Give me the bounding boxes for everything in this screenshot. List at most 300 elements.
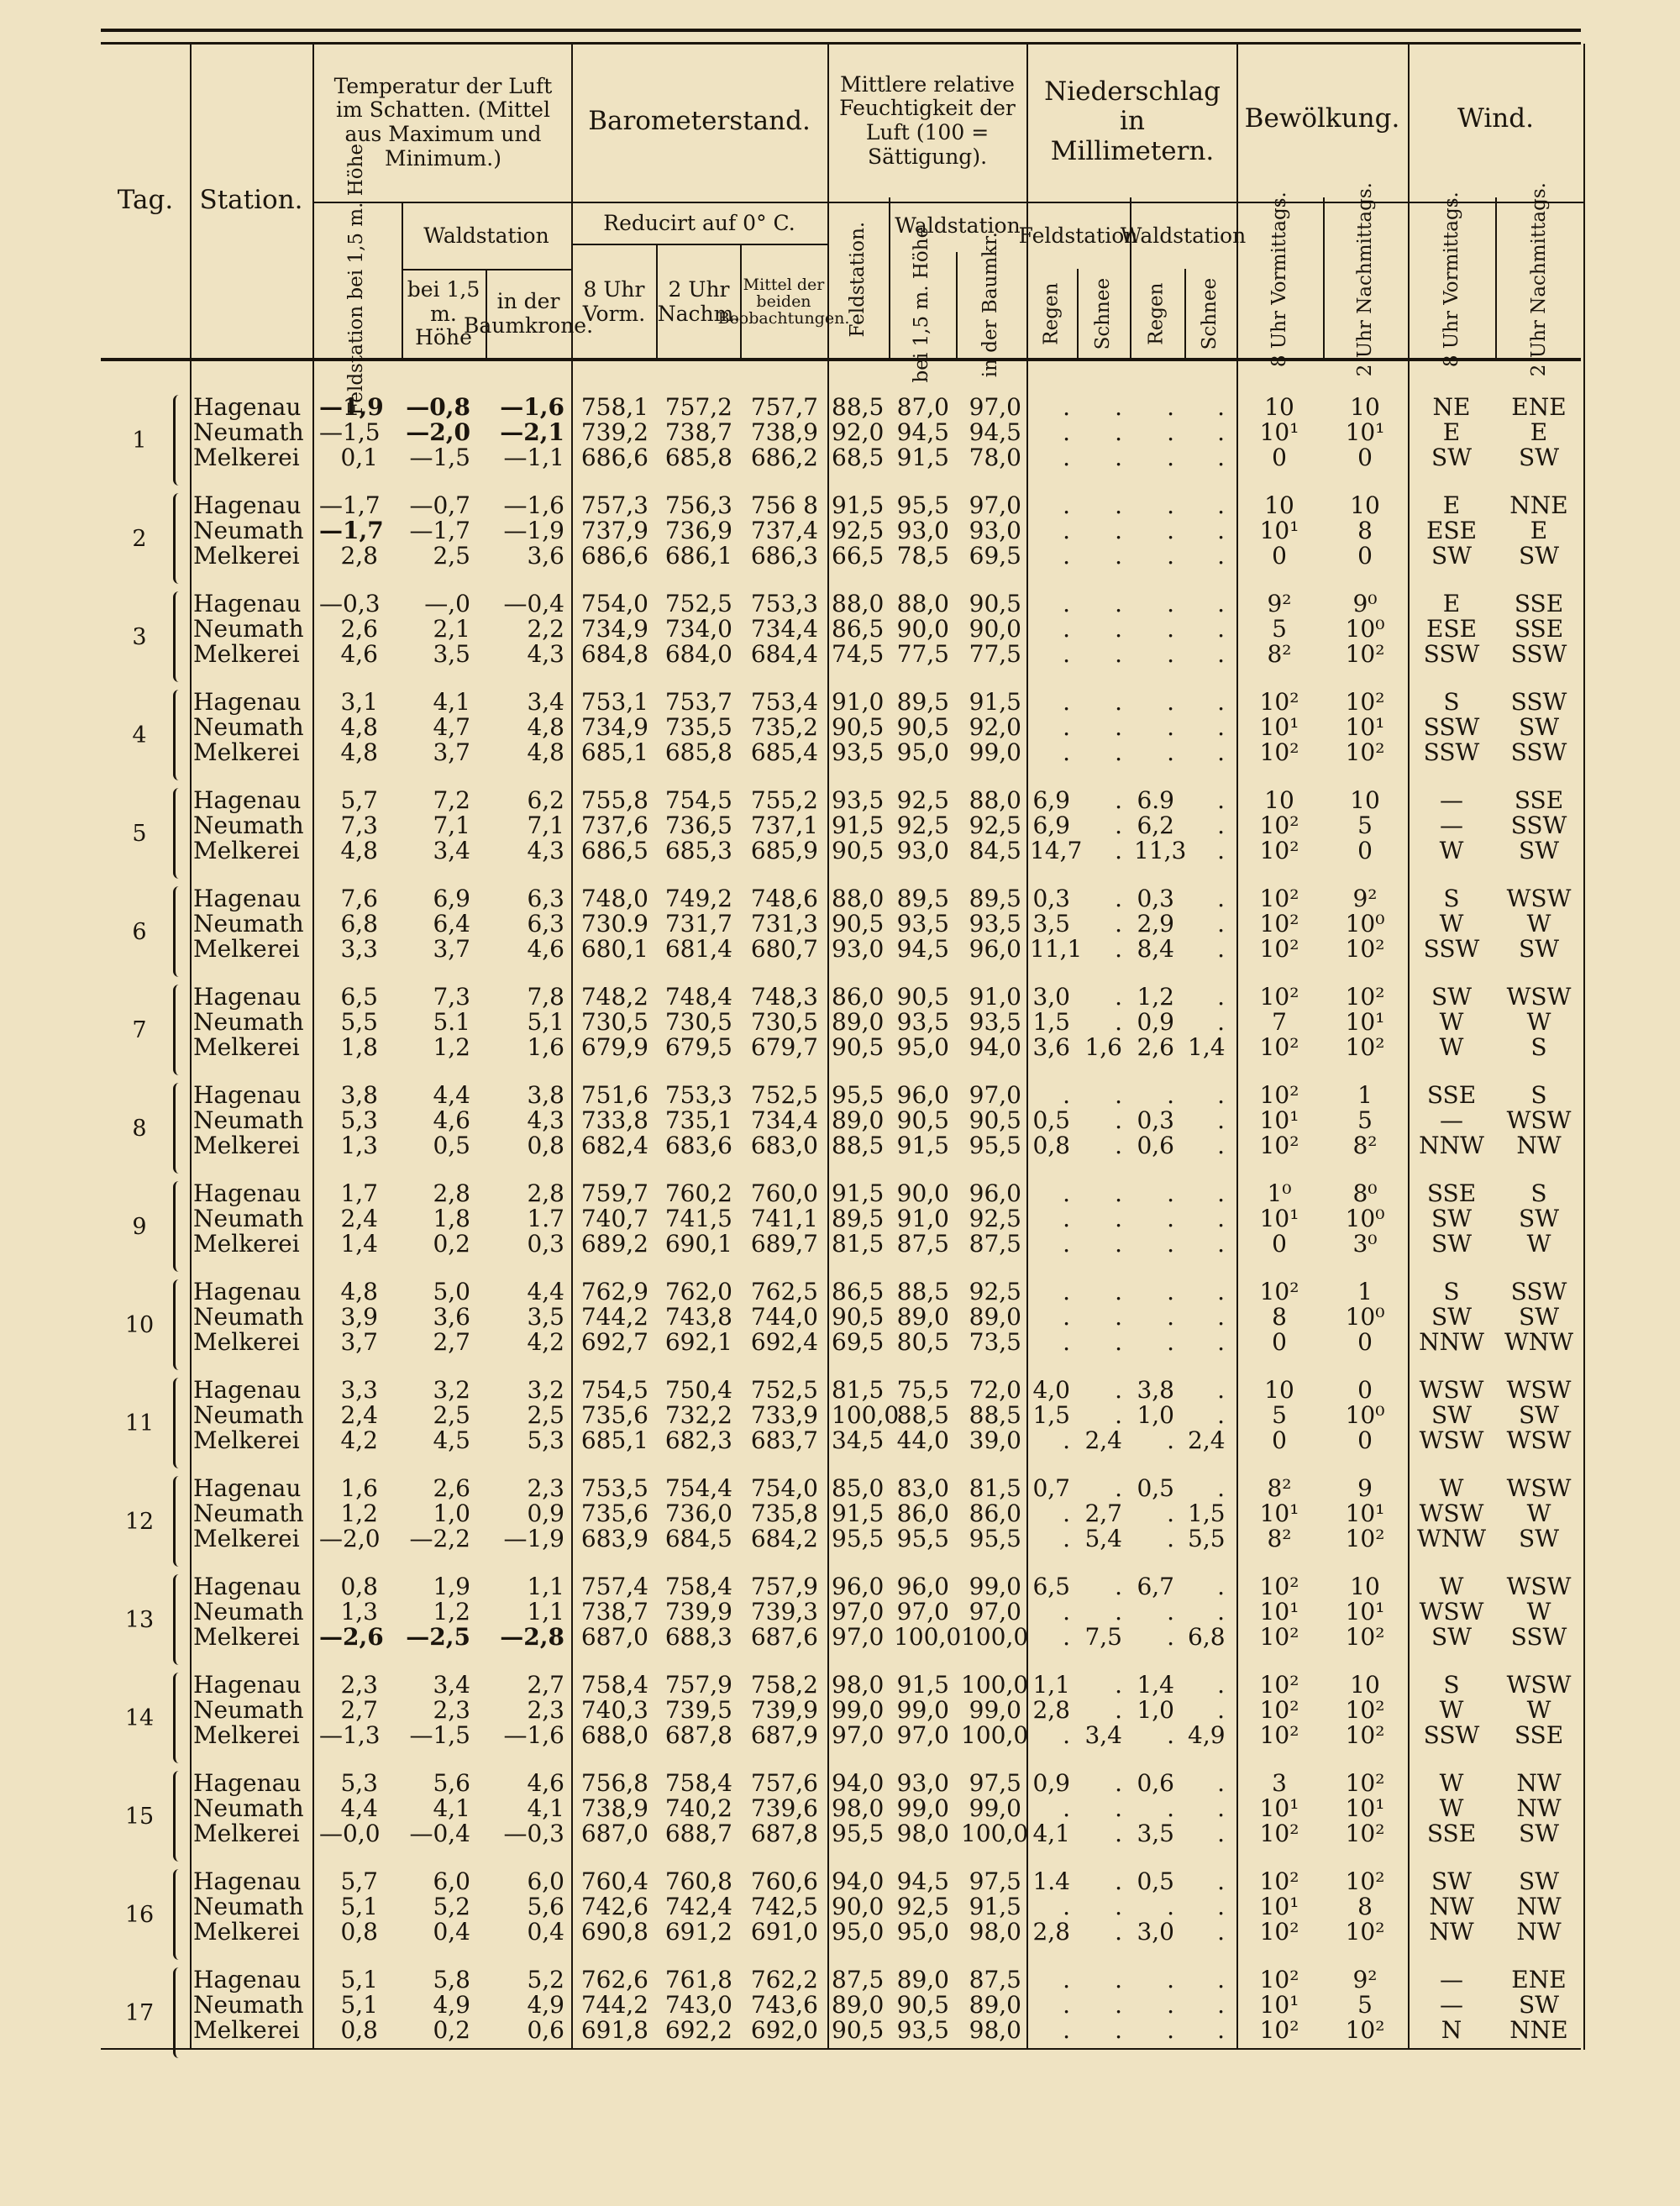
- cell-value: .: [1217, 1401, 1225, 1429]
- cell-value: 691,2: [664, 1918, 732, 1946]
- cell-value: 1,2: [1137, 983, 1174, 1011]
- cell-value: .: [1115, 542, 1122, 570]
- cell-value: 10²: [1345, 1623, 1385, 1651]
- cell-value: 2,3: [433, 1696, 470, 1724]
- cell-value: 88,5: [832, 393, 885, 421]
- cell-value: NW: [1516, 1769, 1562, 1797]
- cell-value: 88,0: [832, 590, 885, 617]
- cell-value: SW: [1519, 444, 1559, 471]
- cell-value: NE: [1432, 393, 1471, 421]
- cell-value: 5,5: [340, 1008, 378, 1036]
- cell-value: 88,0: [896, 590, 949, 617]
- day-number: 9: [132, 1213, 147, 1240]
- cell-value: SSW: [1510, 640, 1567, 668]
- cell-value: 0: [1272, 1328, 1287, 1356]
- cell-value: 92,5: [896, 786, 949, 814]
- cell-value: 1: [1357, 1081, 1373, 1109]
- cell-value: .: [1115, 688, 1122, 716]
- cell-value: 2,3: [340, 1671, 378, 1699]
- cell-value: .: [1115, 444, 1122, 471]
- header-wind-am: 8 Uhr Vormittags.: [1440, 192, 1462, 368]
- cell-value: 685,3: [664, 837, 732, 864]
- cell-value: .: [1167, 1598, 1174, 1626]
- cell-value: W: [1526, 1696, 1551, 1724]
- cell-value: —1,7: [319, 491, 381, 519]
- cell-value: 754,0: [580, 590, 648, 617]
- cell-value: .: [1063, 640, 1070, 668]
- table-row: [0, 642, 1680, 667]
- cell-value: 89,5: [832, 1205, 885, 1232]
- cell-value: 92,5: [969, 811, 1021, 839]
- cell-value: 1,1: [527, 1598, 564, 1626]
- cell-value: 688,3: [664, 1623, 732, 1651]
- cell-value: 10²: [1259, 935, 1299, 963]
- station-name: Melkerei: [193, 542, 300, 570]
- cell-value: 5: [1357, 1106, 1373, 1134]
- cell-value: 758,4: [664, 1769, 732, 1797]
- cell-value: .: [1167, 1500, 1174, 1527]
- cell-value: .: [1217, 1376, 1225, 1404]
- cell-value: 1: [1357, 1278, 1373, 1305]
- cell-value: .: [1217, 1132, 1225, 1159]
- cell-value: .: [1115, 1278, 1122, 1305]
- cell-value: .: [1167, 1721, 1174, 1749]
- cell-value: .: [1217, 1573, 1225, 1600]
- cell-value: .: [1115, 786, 1122, 814]
- cell-value: 735,6: [580, 1401, 648, 1429]
- cell-value: 2,5: [433, 1401, 470, 1429]
- cell-value: 738,9: [750, 418, 818, 446]
- cell-value: .: [1115, 1794, 1122, 1822]
- cell-value: 730,5: [580, 1008, 648, 1036]
- cell-value: WSW: [1419, 1500, 1484, 1527]
- cell-value: 8⁰: [1352, 1179, 1378, 1207]
- cell-value: 735,2: [750, 713, 818, 741]
- cell-value: 3,8: [527, 1081, 564, 1109]
- cell-value: 98,0: [969, 1918, 1021, 1946]
- cell-value: 90,5: [832, 1033, 885, 1061]
- cell-value: 0,8: [527, 1132, 564, 1159]
- station-name: Melkerei: [193, 640, 300, 668]
- header-humidity: Mittlere relative Feuchtigkeit der Luft (100 = Sättigung).: [839, 71, 1016, 169]
- station-name: Hagenau: [193, 688, 302, 716]
- cell-value: 4,8: [340, 1278, 378, 1305]
- cell-value: 760,2: [664, 1179, 732, 1207]
- station-name: Neumath: [193, 1893, 304, 1920]
- cell-value: —: [1440, 786, 1463, 814]
- cell-value: 690,1: [664, 1230, 732, 1258]
- cell-value: 100,0: [961, 1820, 1029, 1847]
- cell-value: .: [1167, 418, 1174, 446]
- header-snow-field: Schnee: [1091, 278, 1114, 350]
- cell-value: .: [1217, 444, 1225, 471]
- cell-value: —1,9: [319, 393, 384, 421]
- cell-value: .: [1217, 1278, 1225, 1305]
- cell-value: 95,0: [896, 738, 949, 766]
- cell-value: W: [1526, 1598, 1551, 1626]
- cell-value: 732,2: [664, 1401, 732, 1429]
- cell-value: 685,1: [580, 1426, 648, 1454]
- cell-value: 5: [1272, 615, 1287, 643]
- cell-value: 10: [1264, 491, 1294, 519]
- day-number: 16: [124, 1901, 155, 1928]
- cell-value: 73,5: [969, 1328, 1021, 1356]
- cell-value: S: [1530, 1081, 1547, 1109]
- cell-value: .: [1063, 1205, 1070, 1232]
- cell-value: 10²: [1259, 1966, 1299, 1993]
- cell-value: 98,0: [832, 1671, 885, 1699]
- cell-value: .: [1217, 713, 1225, 741]
- cell-value: 8: [1357, 1893, 1373, 1920]
- cell-value: 89,0: [832, 1008, 885, 1036]
- station-name: Neumath: [193, 1598, 304, 1626]
- station-name: Melkerei: [193, 1132, 300, 1159]
- cell-value: 10²: [1259, 688, 1299, 716]
- cell-value: .: [1167, 1623, 1174, 1651]
- station-name: Neumath: [193, 418, 304, 446]
- cell-value: .: [1167, 1205, 1174, 1232]
- cell-value: .: [1063, 738, 1070, 766]
- station-name: Neumath: [193, 1106, 304, 1134]
- cell-value: 736,9: [664, 517, 732, 544]
- cell-value: 6,9: [433, 885, 470, 912]
- cell-value: 90,5: [896, 1106, 949, 1134]
- cell-value: .: [1063, 1179, 1070, 1207]
- cell-value: 10¹: [1259, 1794, 1299, 1822]
- station-name: Melkerei: [193, 1820, 300, 1847]
- cell-value: 686,5: [580, 837, 648, 864]
- header-rain-forest: Regen: [1145, 282, 1168, 346]
- cell-value: 679,7: [750, 1033, 818, 1061]
- cell-value: 8: [1357, 517, 1373, 544]
- cell-value: 1,2: [433, 1033, 470, 1061]
- cell-value: 4,1: [527, 1794, 564, 1822]
- cell-value: SW: [1519, 542, 1559, 570]
- cell-value: 754,5: [580, 1376, 648, 1404]
- station-name: Hagenau: [193, 393, 302, 421]
- table-row: [0, 445, 1680, 470]
- cell-value: W: [1439, 1696, 1464, 1724]
- cell-value: .: [1167, 1426, 1174, 1454]
- cell-value: 7,3: [433, 983, 470, 1011]
- cell-value: 681,4: [664, 935, 732, 963]
- cell-value: 6,5: [1032, 1573, 1070, 1600]
- cell-value: .: [1115, 1820, 1122, 1847]
- cell-value: 10: [1264, 393, 1294, 421]
- cell-value: 99,0: [969, 738, 1021, 766]
- cell-value: 90,5: [896, 713, 949, 741]
- cell-value: 8²: [1267, 1474, 1292, 1502]
- station-name: Melkerei: [193, 1721, 300, 1749]
- cell-value: 10²: [1259, 983, 1299, 1011]
- header-hum-field: Feldstation.: [846, 222, 869, 338]
- cell-value: 94,5: [896, 418, 949, 446]
- cell-value: 734,0: [664, 615, 732, 643]
- cell-value: —0,4: [409, 1820, 470, 1847]
- cell-value: .: [1063, 1500, 1070, 1527]
- cell-value: 3,5: [527, 1303, 564, 1331]
- cell-value: 5,1: [340, 1966, 378, 1993]
- cell-value: .: [1115, 640, 1122, 668]
- cell-value: 752,5: [750, 1081, 818, 1109]
- cell-value: 741,1: [750, 1205, 818, 1232]
- cell-value: 93,5: [896, 2016, 949, 2044]
- station-name: Melkerei: [193, 1230, 300, 1258]
- station-name: Hagenau: [193, 1671, 302, 1699]
- cell-value: 10²: [1259, 1033, 1299, 1061]
- cell-value: .: [1115, 837, 1122, 864]
- cell-value: 80,5: [896, 1328, 949, 1356]
- cell-value: .: [1217, 1328, 1225, 1356]
- cell-value: 3,4: [527, 688, 564, 716]
- cell-value: 86,0: [896, 1500, 949, 1527]
- cell-value: 758,2: [750, 1671, 818, 1699]
- cell-value: 2,4: [340, 1401, 378, 1429]
- cell-value: .: [1115, 1106, 1122, 1134]
- cell-value: 0,4: [433, 1918, 470, 1946]
- cell-value: —2,0: [319, 1525, 381, 1552]
- station-name: Melkerei: [193, 444, 300, 471]
- cell-value: 734,9: [580, 713, 648, 741]
- cell-value: 757,2: [664, 393, 732, 421]
- cell-value: 10: [1350, 1671, 1380, 1699]
- cell-value: —,0: [424, 590, 470, 617]
- table-row: [0, 1625, 1680, 1650]
- cell-value: 7,5: [1084, 1623, 1122, 1651]
- cell-value: 91,0: [896, 1205, 949, 1232]
- cell-value: 744,2: [580, 1303, 648, 1331]
- cell-value: 8²: [1267, 1525, 1292, 1552]
- day-number: 11: [124, 1410, 155, 1437]
- cell-value: 9²: [1352, 1966, 1378, 1993]
- cell-value: 10²: [1345, 983, 1385, 1011]
- cell-value: 2,7: [527, 1671, 564, 1699]
- cell-value: 735,8: [750, 1500, 818, 1527]
- cell-value: 10¹: [1345, 713, 1385, 741]
- header-wind-pm: 2 Uhr Nachmittags.: [1527, 182, 1550, 377]
- cell-value: 93,0: [896, 517, 949, 544]
- cell-value: 760,8: [664, 1867, 732, 1895]
- station-name: Neumath: [193, 1205, 304, 1232]
- cell-value: 737,6: [580, 811, 648, 839]
- cell-value: W: [1439, 1474, 1464, 1502]
- cell-value: .: [1063, 1426, 1070, 1454]
- cell-value: 97,0: [969, 1081, 1021, 1109]
- cell-value: 752,5: [664, 590, 732, 617]
- day-number: 2: [132, 525, 147, 552]
- cell-value: 96,0: [896, 1081, 949, 1109]
- cell-value: .: [1063, 491, 1070, 519]
- cell-value: 88,5: [969, 1401, 1021, 1429]
- cell-value: 739,2: [580, 418, 648, 446]
- cell-value: SSW: [1510, 1278, 1567, 1305]
- table-row: [0, 1330, 1680, 1355]
- cell-value: 0,9: [527, 1500, 564, 1527]
- cell-value: 87,0: [896, 393, 949, 421]
- cell-value: 5: [1272, 1401, 1287, 1429]
- cell-value: 5,1: [340, 1991, 378, 2019]
- cell-value: 1,0: [433, 1500, 470, 1527]
- station-name: Hagenau: [193, 1278, 302, 1305]
- cell-value: 689,2: [580, 1230, 648, 1258]
- cell-value: 5,0: [433, 1278, 470, 1305]
- cell-value: 39,0: [969, 1426, 1021, 1454]
- cell-value: 742,6: [580, 1893, 648, 1920]
- cell-value: 0,3: [1032, 885, 1070, 912]
- day-number: 4: [132, 722, 147, 748]
- cell-value: .: [1115, 1769, 1122, 1797]
- table-row: [0, 1010, 1680, 1035]
- cell-value: —0,8: [406, 393, 470, 421]
- cell-value: 10: [1350, 1573, 1380, 1600]
- cell-value: 757,7: [750, 393, 818, 421]
- cell-value: 100,0: [961, 1721, 1029, 1749]
- cell-value: 91,5: [969, 688, 1021, 716]
- table-row: [0, 493, 1680, 518]
- cell-value: 2,1: [433, 615, 470, 643]
- cell-value: 758,4: [664, 1573, 732, 1600]
- cell-value: 100,0: [961, 1671, 1029, 1699]
- day-number: 17: [124, 1999, 155, 2026]
- cell-value: .: [1217, 688, 1225, 716]
- cell-value: 86,0: [832, 983, 885, 1011]
- cell-value: 757,9: [664, 1671, 732, 1699]
- cell-value: 743,8: [664, 1303, 732, 1331]
- table-row: [0, 1083, 1680, 1108]
- cell-value: 88,5: [896, 1401, 949, 1429]
- station-name: Hagenau: [193, 1573, 302, 1600]
- cell-value: 95,0: [896, 1033, 949, 1061]
- cell-value: 95,5: [896, 491, 949, 519]
- cell-value: 95,0: [896, 1918, 949, 1946]
- cell-value: 92,5: [969, 1205, 1021, 1232]
- cell-value: 91,0: [832, 688, 885, 716]
- cell-value: .: [1115, 983, 1122, 1011]
- table-row: [0, 1796, 1680, 1821]
- cell-value: E: [1442, 590, 1461, 617]
- cell-value: 97,0: [896, 1721, 949, 1749]
- cell-value: 90,5: [896, 983, 949, 1011]
- cell-value: 92,0: [832, 418, 885, 446]
- cell-value: WSW: [1419, 1598, 1484, 1626]
- cell-value: 93,0: [832, 935, 885, 963]
- cell-value: .: [1217, 418, 1225, 446]
- cell-value: NW: [1516, 1893, 1562, 1920]
- cell-value: .: [1115, 517, 1122, 544]
- cell-value: —2,1: [500, 418, 564, 446]
- cell-value: 10²: [1345, 640, 1385, 668]
- cell-value: 5,6: [433, 1769, 470, 1797]
- bottom-rule: [101, 2048, 1581, 2050]
- cell-value: 739,3: [750, 1598, 818, 1626]
- table-row: [0, 886, 1680, 911]
- cell-value: 6,9: [1032, 811, 1070, 839]
- cell-value: SW: [1431, 1205, 1472, 1232]
- cell-value: .: [1217, 1918, 1225, 1946]
- cell-value: 739,9: [664, 1598, 732, 1626]
- cell-value: 6,3: [527, 885, 564, 912]
- cell-value: 3,4: [1084, 1721, 1122, 1749]
- cell-value: .: [1115, 738, 1122, 766]
- day-number: 10: [124, 1311, 155, 1338]
- cell-value: 92,5: [969, 1278, 1021, 1305]
- cell-value: 3,3: [340, 1376, 378, 1404]
- cell-value: 756 8: [750, 491, 818, 519]
- cell-value: 10⁰: [1345, 615, 1385, 643]
- cell-value: —1,6: [503, 1721, 564, 1749]
- cell-value: 2,2: [527, 615, 564, 643]
- day-number: 6: [132, 918, 147, 945]
- cell-value: —2,8: [500, 1623, 564, 1651]
- cell-value: WSW: [1419, 1426, 1484, 1454]
- cell-value: 10²: [1259, 1671, 1299, 1699]
- cell-value: 10²: [1345, 738, 1385, 766]
- cell-value: ESE: [1425, 615, 1478, 643]
- cell-value: 77,5: [969, 640, 1021, 668]
- cell-value: .: [1115, 885, 1122, 912]
- cell-value: 3,9: [340, 1303, 378, 1331]
- cell-value: 731,7: [664, 910, 732, 938]
- cell-value: 683,6: [664, 1132, 732, 1159]
- cell-value: 682,3: [664, 1426, 732, 1454]
- cell-value: 92,5: [896, 811, 949, 839]
- cell-value: 100,0: [961, 1623, 1029, 1651]
- cell-value: NW: [1516, 1132, 1562, 1159]
- cell-value: 3,7: [433, 935, 470, 963]
- cell-value: SW: [1431, 444, 1472, 471]
- cell-value: 1,1: [1032, 1671, 1070, 1699]
- cell-value: 679,5: [664, 1033, 732, 1061]
- table-row: [0, 1305, 1680, 1330]
- cell-value: 680,7: [750, 935, 818, 963]
- cell-value: 90,0: [896, 1179, 949, 1207]
- table-row: [0, 1501, 1680, 1526]
- cell-value: 0,9: [1032, 1769, 1070, 1797]
- cell-value: .: [1217, 1474, 1225, 1502]
- table-row: [0, 985, 1680, 1010]
- cell-value: 10¹: [1259, 1598, 1299, 1626]
- cell-value: 2,6: [433, 1474, 470, 1502]
- cell-value: 686,6: [580, 542, 648, 570]
- cell-value: .: [1217, 393, 1225, 421]
- cell-value: .: [1115, 1401, 1122, 1429]
- cell-value: 0,6: [527, 2016, 564, 2044]
- cell-value: 8²: [1267, 640, 1292, 668]
- cell-value: 3,7: [340, 1328, 378, 1356]
- cell-value: SSW: [1510, 811, 1567, 839]
- cell-value: 730,5: [750, 1008, 818, 1036]
- cell-value: 99,0: [969, 1696, 1021, 1724]
- cell-value: 6,0: [527, 1867, 564, 1895]
- station-name: Neumath: [193, 811, 304, 839]
- cell-value: ESE: [1425, 517, 1478, 544]
- cell-value: 742,5: [750, 1893, 818, 1920]
- cell-value: 0: [1357, 444, 1373, 471]
- table-row: [0, 1232, 1680, 1257]
- cell-value: 94,5: [969, 418, 1021, 446]
- cell-value: 736,0: [664, 1500, 732, 1527]
- cell-value: .: [1167, 1991, 1174, 2019]
- cell-value: .: [1167, 1328, 1174, 1356]
- cell-value: 9²: [1267, 590, 1292, 617]
- cell-value: S: [1443, 1278, 1460, 1305]
- cell-value: 1.7: [527, 1205, 564, 1232]
- cell-value: 757,6: [750, 1769, 818, 1797]
- cell-value: 0,8: [340, 1573, 378, 1600]
- cell-value: .: [1115, 1303, 1122, 1331]
- cell-value: SSE: [1426, 1081, 1477, 1109]
- cell-value: 89,0: [896, 1303, 949, 1331]
